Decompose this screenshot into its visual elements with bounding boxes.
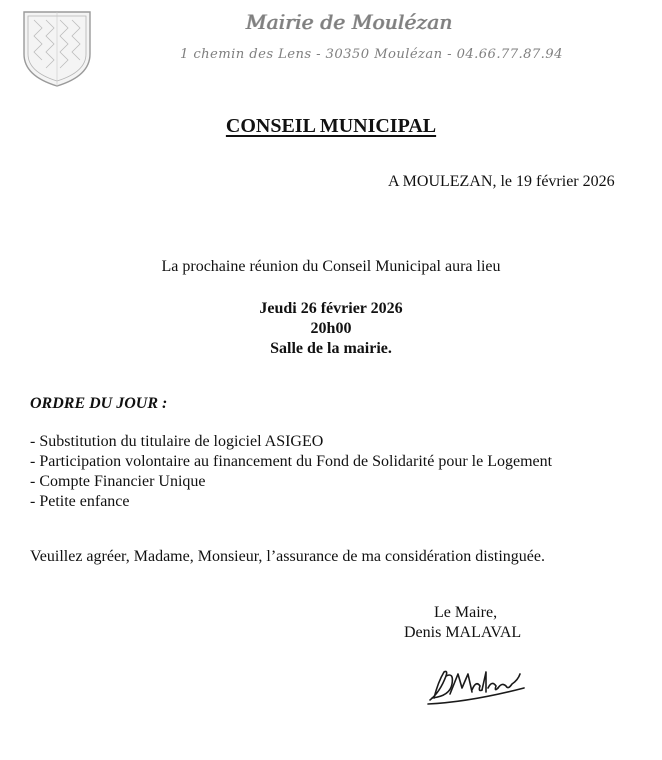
coat-of-arms-icon <box>20 8 94 88</box>
letterhead-address: 1 chemin des Lens - 30350 Moulézan - 04.66.77.87.94 <box>180 47 563 62</box>
meeting-details <box>0 299 662 359</box>
agenda-item: - Substitution du titulaire de logiciel ASIGEO <box>30 433 324 450</box>
intro-text: La prochaine réunion du Conseil Municipal aura lieu <box>161 258 501 275</box>
signatory-name: Denis MALAVAL <box>404 624 522 641</box>
document-title: CONSEIL MUNICIPAL <box>225 115 437 137</box>
agenda-item: - Participation volontaire au financement du Fond de Solidarité pour le Logement <box>30 453 553 470</box>
meeting-time: 20h00 <box>310 320 352 337</box>
date-line: A MOULEZAN, le 19 février 2026 <box>388 173 615 190</box>
meeting-date: Jeudi 26 février 2026 <box>259 300 403 317</box>
signatory-title: Le Maire, <box>434 604 498 621</box>
agenda-item: - Compte Financier Unique <box>30 473 206 490</box>
meeting-place: Salle de la mairie. <box>270 340 392 357</box>
agenda-item: - Petite enfance <box>30 493 130 510</box>
letterhead-name: Mairie de Moulézan <box>246 10 453 34</box>
closing-formula: Veuillez agréer, Madame, Monsieur, l’assurance de ma considération distinguée. <box>30 548 545 565</box>
agenda-title: ORDRE DU JOUR : <box>30 395 168 412</box>
agenda-list <box>30 432 552 512</box>
handwritten-signature-icon <box>420 662 530 706</box>
